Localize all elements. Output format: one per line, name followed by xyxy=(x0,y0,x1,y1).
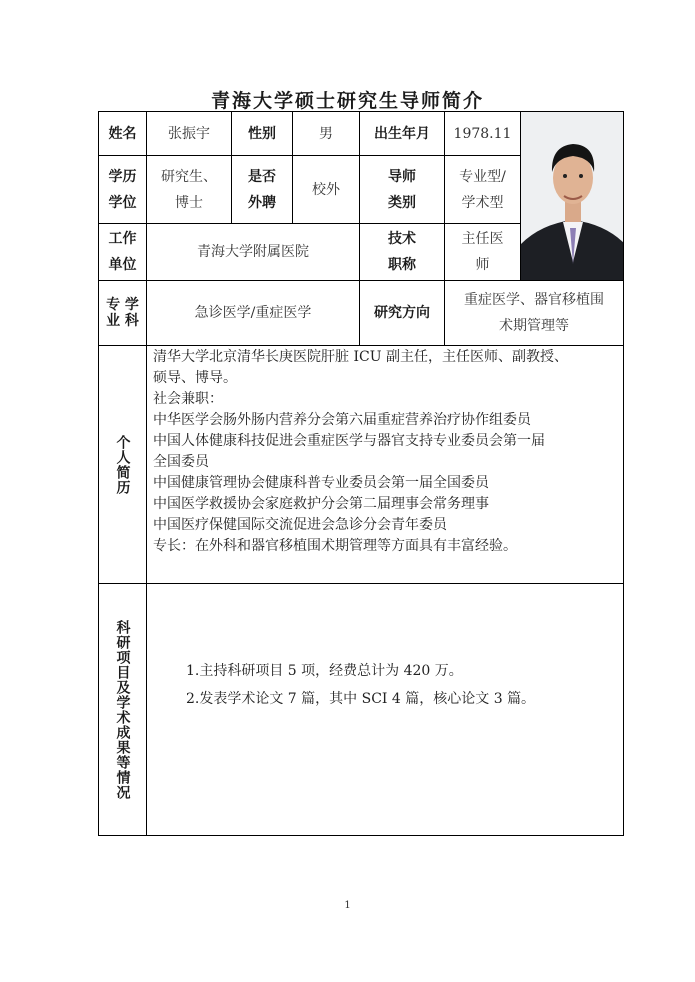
work-unit-value: 青海大学附属医院 xyxy=(146,223,360,281)
external-label-line1: 是否 xyxy=(248,168,276,185)
tech-title-value xyxy=(444,223,521,281)
education-value-line1: 研究生、 xyxy=(161,168,217,185)
name-value: 张振宇 xyxy=(146,111,232,156)
work-unit-label-line1: 工作 xyxy=(108,231,137,247)
research-direction-value-line1: 重症医学、器官移植围 xyxy=(464,292,604,308)
birth-value: 1978.11 xyxy=(444,111,521,156)
research-direction-label: 研究方向 xyxy=(359,280,445,346)
gender-value: 男 xyxy=(292,111,360,156)
bio-line: 清华大学北京清华长庚医院肝脏 ICU 副主任，主任医师、副教授、 xyxy=(153,349,568,365)
bio-line: 中国人体健康科技促进会重症医学与器官支持专业委员会第一届 xyxy=(153,433,545,449)
external-label-line2: 外聘 xyxy=(248,194,276,211)
external-label xyxy=(231,155,293,224)
major-label xyxy=(98,280,147,346)
work-unit-label xyxy=(98,223,147,281)
major-value: 急诊医学/重症医学 xyxy=(146,280,360,346)
supervisor-type-label xyxy=(359,155,445,224)
supervisor-type-value-line2: 学术型 xyxy=(461,194,504,211)
research-direction-value-line2: 术期管理等 xyxy=(499,318,569,334)
research-label: 科研项目及学术成果等情况 xyxy=(114,619,131,800)
supervisor-type-value-line1: 专业型/ xyxy=(459,168,506,185)
bio-line: 专长：在外科和器官移植围术期管理等方面具有丰富经验。 xyxy=(153,538,517,554)
research-direction-value xyxy=(444,280,624,346)
tech-title-value-line1: 主任医 xyxy=(461,231,504,247)
portrait-photo xyxy=(520,111,624,281)
tech-title-value-line2: 师 xyxy=(475,257,490,273)
bio-label-cell xyxy=(98,345,147,584)
major-label-line2: 业 科 xyxy=(106,313,139,329)
name-label: 姓名 xyxy=(98,111,147,156)
education-label xyxy=(98,155,147,224)
supervisor-type-value xyxy=(444,155,521,224)
tech-title-label-line1: 技术 xyxy=(388,231,416,247)
gender-label: 性别 xyxy=(231,111,293,156)
bio-line: 中国健康管理协会健康科普专业委员会第一届全国委员 xyxy=(153,475,489,491)
tech-title-label xyxy=(359,223,445,281)
education-value xyxy=(146,155,232,224)
education-label-line2: 学位 xyxy=(108,194,137,211)
major-label-line1: 专 学 xyxy=(106,297,139,313)
tech-title-label-line2: 职称 xyxy=(388,257,416,273)
bio-line: 中国医学救援协会家庭救护分会第二届理事会常务理事 xyxy=(153,496,489,512)
external-value: 校外 xyxy=(292,155,360,224)
supervisor-type-label-line2: 类别 xyxy=(388,194,416,211)
portrait-photo-icon xyxy=(521,112,624,281)
bio-label: 个人简历 xyxy=(114,434,131,495)
research-item: 2.发表学术论文 7 篇，其中 SCI 4 篇，核心论文 3 篇。 xyxy=(186,691,536,707)
bio-content xyxy=(153,347,621,557)
education-value-line2: 博士 xyxy=(175,194,203,211)
bio-line: 中国医疗保健国际交流促进会急诊分会青年委员 xyxy=(153,517,447,533)
bio-line: 社会兼职： xyxy=(153,391,223,407)
research-content xyxy=(186,657,535,713)
bio-line: 全国委员 xyxy=(153,454,209,470)
bio-line: 中华医学会肠外肠内营养分会第六届重症营养治疗协作组委员 xyxy=(153,412,531,428)
birth-label: 出生年月 xyxy=(359,111,445,156)
research-label-cell xyxy=(98,583,147,836)
work-unit-label-line2: 单位 xyxy=(108,257,137,273)
education-label-line1: 学历 xyxy=(108,168,137,185)
document-title: 青海大学硕士研究生导师简介 xyxy=(210,90,484,112)
bio-line: 硕导、博导。 xyxy=(153,370,237,386)
research-item: 1.主持科研项目 5 项，经费总计为 420 万。 xyxy=(186,663,463,679)
supervisor-type-label-line1: 导师 xyxy=(388,168,416,185)
page-number: 1 xyxy=(344,900,351,911)
